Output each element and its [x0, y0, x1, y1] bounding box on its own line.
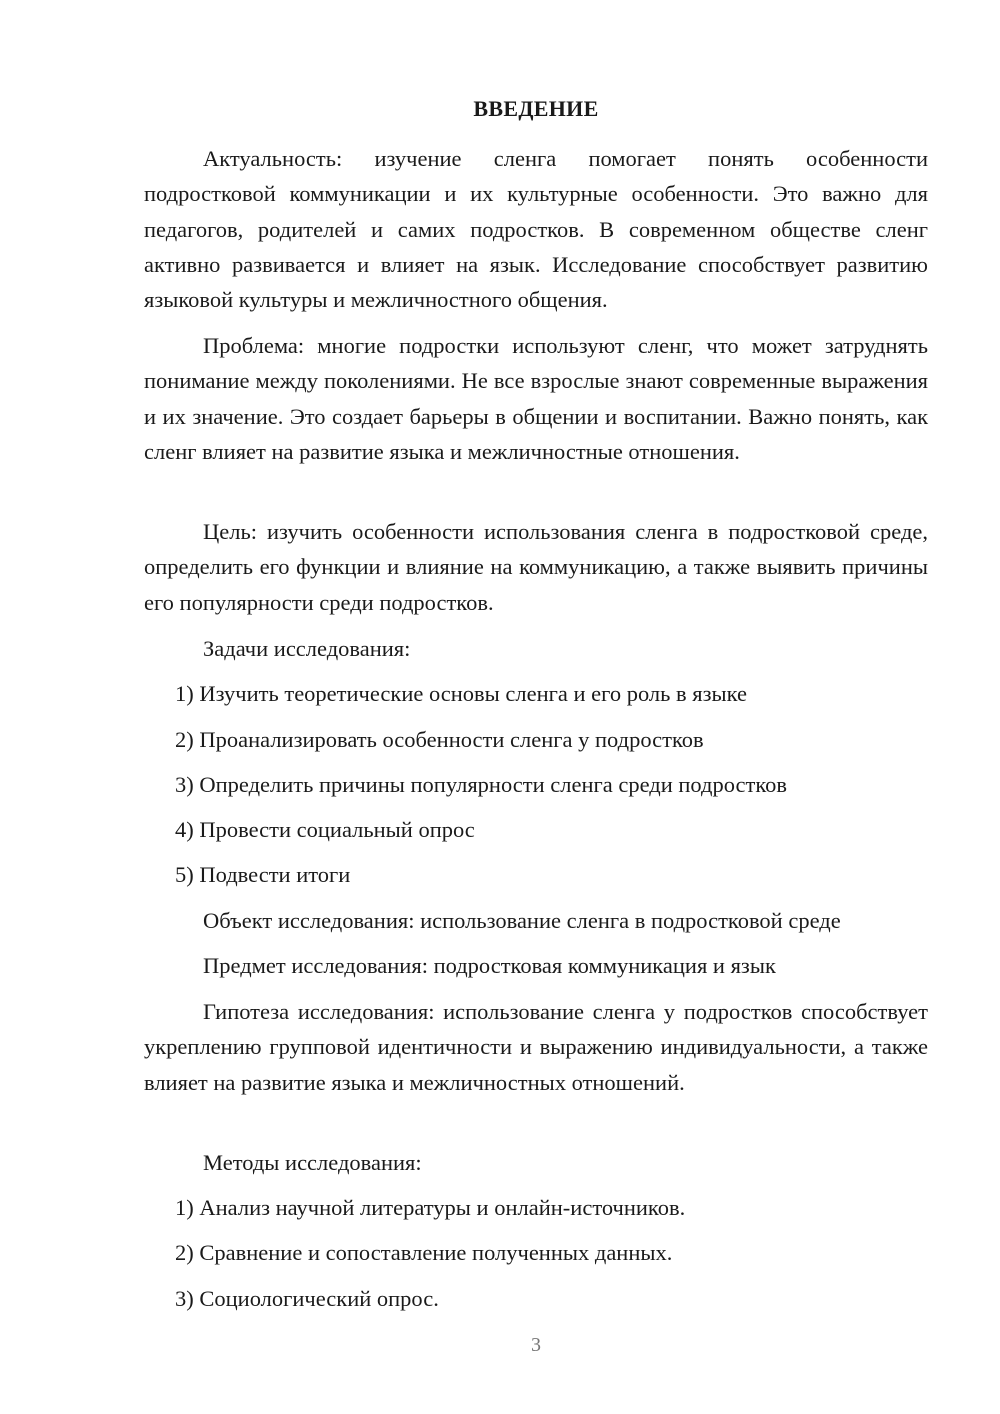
task-item: 2) Проанализировать особенности сленга у подростков — [175, 727, 704, 752]
task-item: 1) Изучить теоретические основы сленга и его роль в языке — [175, 681, 747, 706]
method-item: 1) Анализ научной литературы и онлайн-источников. — [175, 1195, 686, 1220]
section-heading: ВВЕДЕНИЕ — [473, 96, 599, 121]
method-item: 2) Сравнение и сопоставление полученных данных. — [175, 1240, 673, 1265]
methods-heading: Методы исследования: — [203, 1150, 422, 1175]
method-item: 3) Социологический опрос. — [175, 1286, 439, 1311]
research-object: Объект исследования: использование сленга в подростковой среде — [203, 908, 841, 933]
task-item: 4) Провести социальный опрос — [175, 817, 475, 842]
tasks-heading: Задачи исследования: — [203, 636, 411, 661]
task-item: 5) Подвести итоги — [175, 862, 351, 887]
page-number: 3 — [531, 1334, 541, 1356]
hypothesis-paragraph: Гипотеза исследования: использование сленга у подростков способствует укреплению групповой идентичности и выражению индивидуальности, а также влияет на развитие языка и межличностных отношений. — [144, 999, 928, 1095]
relevance-paragraph: Актуальность: изучение сленга помогает понять особенности подростковой коммуникации и их культурные особенности. Это важно для педагогов, родителей и самих подростков. В современном обществе сленг активно развивается и влияет на язык. Исследование способствует развитию языковой культуры и межличностного общения. — [144, 146, 928, 313]
goal-paragraph: Цель: изучить особенности использования сленга в подростковой среде, определить его функции и влияние на коммуникацию, а также выявить причины его популярности среди подростков. — [144, 519, 928, 615]
task-item: 3) Определить причины популярности сленга среди подростков — [175, 772, 788, 797]
research-subject: Предмет исследования: подростковая коммуникация и язык — [203, 953, 776, 978]
problem-paragraph: Проблема: многие подростки используют сленг, что может затруднять понимание между поколениями. Не все взрослые знают современные выражения и их значение. Это создает барьеры в общении и воспитании. Важно понять, как сленг влияет на развитие языка и межличностные отношения. — [144, 333, 928, 464]
